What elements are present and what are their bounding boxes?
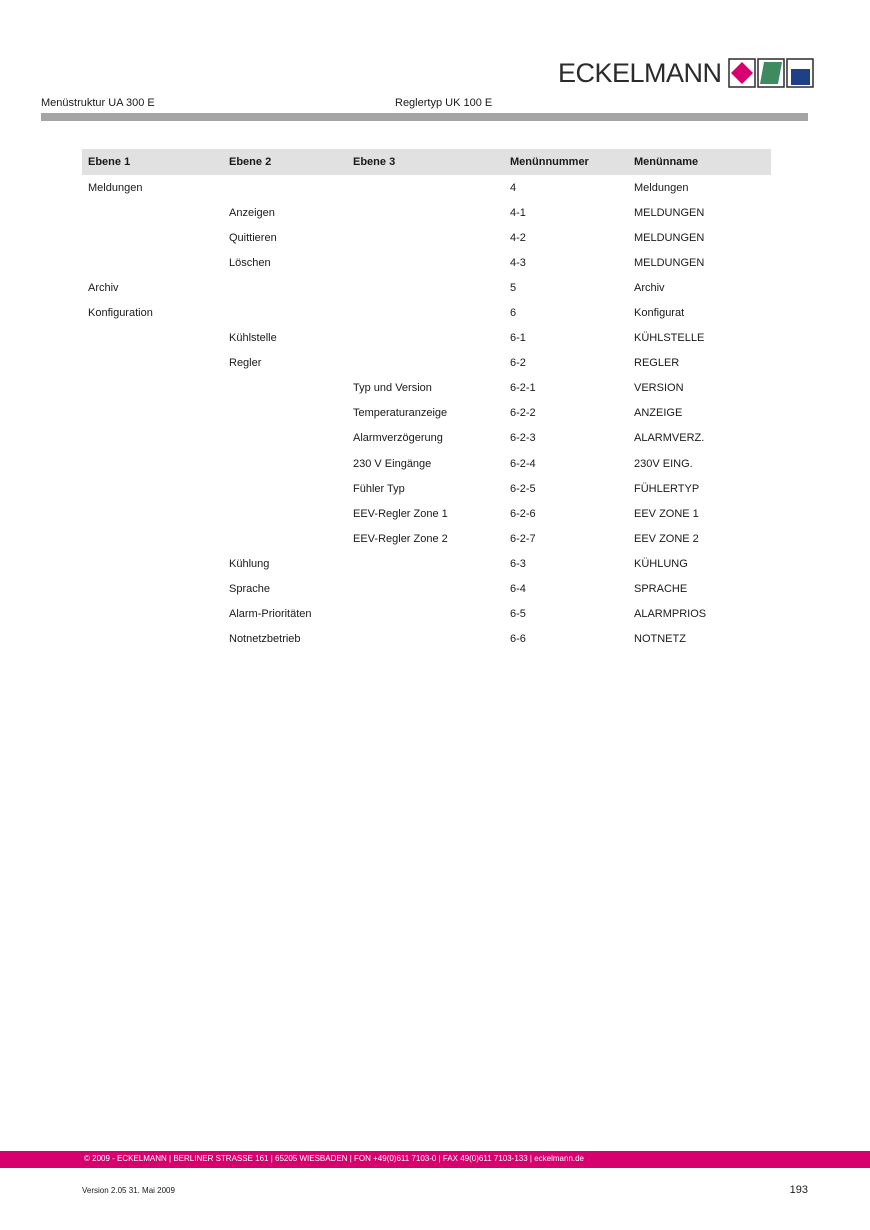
table-cell (347, 577, 504, 602)
table-cell: 6-4 (510, 583, 526, 596)
table-cell: Alarm-Prioritäten (229, 608, 312, 621)
table-cell (82, 526, 223, 551)
table-cell: 4 (510, 181, 517, 194)
column-header: Ebene 3 (347, 149, 504, 175)
table-cell: Konfiguration (88, 307, 153, 320)
table-cell: VERSION (634, 382, 684, 395)
table-cell (347, 300, 504, 325)
table-cell: 6 (510, 307, 517, 320)
table-cell (347, 551, 504, 576)
table-cell: Archiv (634, 281, 665, 294)
table-cell: 6-2-3 (510, 432, 536, 445)
table-cell: NOTNETZ (634, 633, 686, 646)
table-row (82, 401, 771, 426)
column-header: Ebene 2 (223, 149, 347, 175)
table-cell: ANZEIGE (634, 407, 683, 420)
page-number: 193 (789, 1184, 808, 1196)
table-row (82, 476, 771, 501)
table-row (82, 602, 771, 627)
footer-address: © 2009 - ECKELMANN | BERLINER STRASSE 161 | 65205 WIESBADEN | FON +49(0)611 7103-0 | FAX 49(0)611 7103-133 | eckelmann.de (84, 1154, 585, 1163)
table-cell: Konfigurat (634, 307, 685, 320)
table-cell: MELDUNGEN (634, 206, 705, 219)
menu-structure-table (82, 149, 771, 652)
table-cell: MELDUNGEN (634, 256, 705, 269)
table-row (82, 351, 771, 376)
table-cell: Meldungen (634, 181, 689, 194)
table-cell: 6-2-5 (510, 482, 536, 495)
table-row (82, 627, 771, 652)
table-cell (223, 175, 347, 200)
table-cell (347, 602, 504, 627)
brand-name: ECKELMANN (558, 57, 722, 88)
table-cell: Fühler Typ (353, 482, 405, 495)
table-cell: Sprache (229, 583, 270, 596)
table-cell: 4-2 (510, 231, 526, 244)
table-cell (82, 351, 223, 376)
table-cell: EEV ZONE 1 (634, 507, 699, 520)
table-cell (223, 501, 347, 526)
table-cell: Temperaturanzeige (353, 407, 448, 420)
version-info: Version 2.05 31. Mai 2009 (82, 1186, 175, 1195)
table-cell: ALARMVERZ. (634, 432, 705, 445)
table-cell (82, 376, 223, 401)
table-row (82, 326, 771, 351)
table-cell (82, 627, 223, 652)
table-cell (82, 577, 223, 602)
controller-type: Reglertyp UK 100 E (395, 97, 493, 109)
table-cell: 6-6 (510, 633, 526, 646)
table-cell: 6-1 (510, 332, 526, 345)
table-cell (347, 627, 504, 652)
table-cell: Löschen (229, 256, 271, 269)
table-row (82, 577, 771, 602)
table-cell: 6-2-4 (510, 457, 536, 470)
table-cell: 230V EING. (634, 457, 693, 470)
table-cell: EEV-Regler Zone 2 (353, 532, 448, 545)
table-cell: EEV ZONE 2 (634, 532, 699, 545)
table-row (82, 275, 771, 300)
table-cell: 6-5 (510, 608, 526, 621)
table-cell (82, 602, 223, 627)
table-cell: MELDUNGEN (634, 231, 705, 244)
table-row (82, 551, 771, 576)
table-row (82, 225, 771, 250)
table-cell: 6-2 (510, 357, 526, 370)
table-cell (82, 476, 223, 501)
table-cell: KÜHLUNG (634, 557, 688, 570)
table-cell: Anzeigen (229, 206, 275, 219)
table-cell (223, 376, 347, 401)
table-row (82, 300, 771, 325)
table-cell: REGLER (634, 357, 680, 370)
header-divider (41, 113, 808, 121)
table-cell (223, 300, 347, 325)
table-cell (223, 526, 347, 551)
table-cell: Quittieren (229, 231, 277, 244)
table-cell: 6-2-1 (510, 382, 536, 395)
table-row (82, 250, 771, 275)
table-cell: KÜHLSTELLE (634, 332, 705, 345)
table-cell: 6-3 (510, 557, 526, 570)
table-cell (82, 326, 223, 351)
table-cell (347, 175, 504, 200)
table-cell (347, 326, 504, 351)
table-cell (82, 551, 223, 576)
table-cell (82, 451, 223, 476)
table-cell (82, 401, 223, 426)
column-header: Menünnummer (504, 149, 628, 175)
table-row (82, 200, 771, 225)
table-cell (223, 275, 347, 300)
table-cell: 6-2-6 (510, 507, 536, 520)
table-cell (82, 200, 223, 225)
table-cell (82, 426, 223, 451)
logo-squares-icon (728, 58, 814, 88)
table-cell: 4-1 (510, 206, 526, 219)
table-row (82, 426, 771, 451)
table-cell (347, 200, 504, 225)
table-row (82, 175, 771, 200)
table-cell (82, 501, 223, 526)
table-cell: Meldungen (88, 181, 143, 194)
table-cell (347, 250, 504, 275)
table-cell: 6-2-2 (510, 407, 536, 420)
table-cell (347, 275, 504, 300)
table-cell (82, 250, 223, 275)
table-cell: Typ und Version (353, 382, 432, 395)
table-cell: Alarmverzögerung (353, 432, 443, 445)
table-row (82, 376, 771, 401)
table-row (82, 501, 771, 526)
table-cell: EEV-Regler Zone 1 (353, 507, 448, 520)
table-cell (347, 225, 504, 250)
table-cell (223, 426, 347, 451)
table-cell: 6-2-7 (510, 532, 536, 545)
table-cell: ALARMPRIOS (634, 608, 707, 621)
column-header: Menünname (628, 149, 771, 175)
table-cell (347, 351, 504, 376)
brand-logo (558, 56, 814, 90)
table-cell: Kühlung (229, 557, 270, 570)
document-title: Menüstruktur UA 300 E (41, 97, 155, 109)
column-header: Ebene 1 (82, 149, 223, 175)
table-cell: 230 V Eingänge (353, 457, 432, 470)
table-header-row (82, 149, 771, 175)
table-cell: Kühlstelle (229, 332, 277, 345)
table-cell: Archiv (88, 281, 119, 294)
table-cell (223, 451, 347, 476)
table-cell: Regler (229, 357, 262, 370)
table-cell: SPRACHE (634, 583, 688, 596)
table-cell (223, 476, 347, 501)
table-cell: FÜHLERTYP (634, 482, 700, 495)
table-cell: 4-3 (510, 256, 526, 269)
table-cell (223, 401, 347, 426)
table-cell (82, 225, 223, 250)
table-row (82, 451, 771, 476)
table-row (82, 526, 771, 551)
table-cell: 5 (510, 281, 517, 294)
table-cell: Notnetzbetrieb (229, 633, 301, 646)
